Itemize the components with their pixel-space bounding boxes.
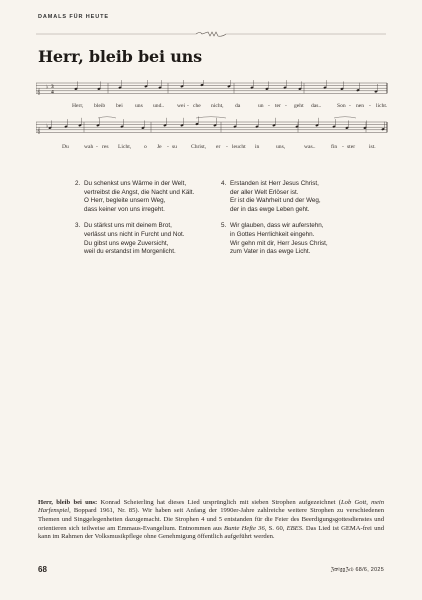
lyric-syllable: Son [337,103,346,109]
stanza-line: zum Vater in das ewge Licht. [230,248,311,256]
lyric-syllable: - [349,103,351,109]
lyric-syllable: - [369,103,371,109]
lyric-syllable: was.. [304,144,316,150]
stanza-line: in Gottes Herrlichkeit eingehn. [230,230,315,238]
stanza-line: Er ist die Wahrheit und der Weg, [230,197,321,205]
slur [98,117,116,118]
lyric-syllable: res [102,144,109,150]
sheet-music [36,80,388,158]
note-text: . Das Lied ist GEMA-frei und kann im Rahmen der Volksmusikpflege ohne Genehmigung öffentlich aufgeführt werden. [38,524,384,541]
stanza-line: weil du erstandst im Morgenlicht. [84,248,176,256]
section-label: DAMALS FÜR HEUTE [38,14,109,20]
page-number: 68 [38,565,47,574]
stanza-line: O Herr, begleite unsern Weg, [84,197,166,205]
lyric-syllable: uns [135,103,143,109]
stanza-line: Wir gehn mit dir, Herr Jesus Christ, [230,239,328,247]
lyric-syllable: Herr, [72,103,84,109]
note-text: , S. 60, [264,524,287,532]
issue-label: ℨ𝔴𝔦𝔤𝔤ℨ𝔠𝔥 68/6, 2025 [330,567,384,573]
lyric-syllable: ster [347,144,356,150]
note-lead: Herr, bleib bei uns: [38,498,98,506]
lyric-syllable: licht. [376,103,388,109]
stanza-number: 3. [75,222,81,230]
stanza [221,222,328,256]
lyric-syllable: - [285,103,287,109]
lyric-syllable: - [342,144,344,150]
note-source-title: EBES [286,524,303,532]
lyric-syllable: Licht, [118,144,132,150]
lyric-syllable: Je [157,144,162,150]
stanza-line: dass keiner von uns irregeht. [84,205,165,213]
page-title: Herr, bleib bei uns [38,47,202,66]
lyric-syllable: fin [331,144,338,150]
treble-clef-icon: 𝄞 [37,89,41,96]
stanza-line: der aller Welt Erlöser ist. [230,188,299,196]
stanza-line: der in das ewge Leben geht. [230,205,310,213]
lyric-syllable: geht [294,103,304,109]
lyric-syllable: - [187,103,189,109]
lyric-syllable: da [235,103,241,109]
lyric-syllable: su [172,144,177,150]
note-text: , Boppard 1961, Nr. 85). Wir haben seit Anfang der 1990er-Jahre zahlreiche weitere Strophen zu verschiedenen Themen und Singgelegenheiten dazugemacht. Die Strophen 4 und 5 entstanden für die Feier des Beerdigungsgottesdienstes und orientieren sich teilweise am Emmaus-Evangelium. Entnommen aus [38,507,384,532]
stanza-line: Erstanden ist Herr Jesus Christ, [230,180,319,187]
lyric-syllable: bleib [94,103,106,109]
stanza-number: 5. [221,222,227,230]
lyric-syllable: nicht, [211,103,224,109]
time-signature-bottom: 4 [51,89,54,96]
stanza-line: Wir glauben, dass wir auferstehn, [230,222,324,230]
note-text: Konrad Scheierling hat dieses Lied ursprünglich mit sieben Strophen aufgezeichnet ( [97,498,341,506]
note-source-title: Lob Gott, mein Harfenspiel [38,498,384,515]
lyric-syllable: Christ, [191,144,207,150]
stanza [221,180,328,214]
lyric-syllable: - [96,144,98,150]
stanza-line: Du schenkst uns Wärme in der Welt, [84,180,187,187]
lyric-syllable: das.. [311,103,322,109]
lyric-syllable: bei [116,103,123,109]
header-ornament-rule [36,31,386,37]
stanza-number: 4. [221,180,227,187]
lyric-syllable: ist. [369,144,376,150]
time-signature-top: 3 [51,84,54,90]
lyric-syllable: - [226,144,228,150]
stanza [75,222,194,256]
flat-sign-icon: ♭ [46,84,49,91]
lyric-syllable: er [216,144,221,150]
lyric-syllable: nen [356,103,365,109]
stanza-line: Du gibst uns ewge Zuversicht, [84,239,169,247]
note-source-title: Bunte Hefte 36 [224,524,265,532]
stanza-line: Du stärkst uns mit deinem Brot, [84,222,172,230]
lyric-syllable: che [193,103,201,109]
song-note [38,499,384,543]
lyric-syllable: in [255,144,260,150]
stanza-number: 2. [75,180,81,187]
stanza-line: verlässt uns nicht in Furcht und Not. [84,230,185,238]
lyric-syllable: und.. [153,103,165,109]
lyric-syllable: wei [177,103,186,109]
lyric-syllable: - [167,144,169,150]
lyric-syllable: leucht [232,144,246,150]
lyric-syllable: o [144,144,147,150]
stanzas-left-column [75,180,194,265]
treble-clef-icon: 𝄞 [37,128,41,135]
lyric-syllable: wah [84,144,94,150]
flat-sign-icon: ♭ [46,123,49,130]
stanzas-right-column [221,180,328,265]
lyric-syllable: - [268,103,270,109]
slur [196,117,226,118]
lyric-syllable: Du [62,144,69,150]
stanza-line: vertreibst die Angst, die Nacht und Kält. [84,188,195,196]
slur [334,117,356,118]
lyric-syllable: un [258,103,264,109]
stanza [75,180,194,214]
lyric-syllable: uns, [276,144,286,150]
lyric-syllable: ter [275,103,281,109]
